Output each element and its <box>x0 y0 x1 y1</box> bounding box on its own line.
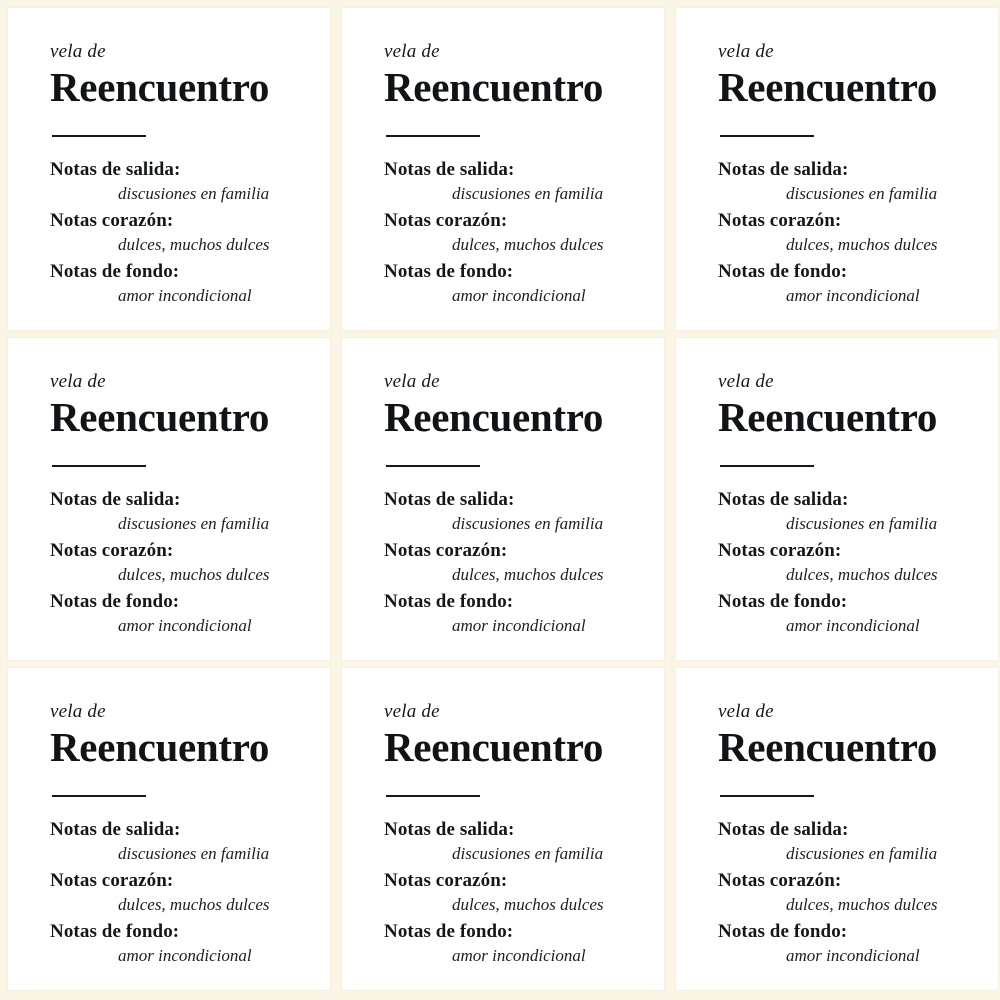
note-label: Notas de fondo: <box>50 591 180 613</box>
note-label: Notas de fondo: <box>718 261 848 283</box>
note-value: amor incondicional <box>786 946 920 966</box>
label-title: Reencuentro <box>50 723 270 770</box>
note-label: Notas de salida: <box>50 159 181 181</box>
note-value: amor incondicional <box>118 946 252 966</box>
note-value: discusiones en familia <box>452 183 604 203</box>
note-value: dulces, muchos dulces <box>786 565 938 584</box>
label-eyebrow: vela de <box>384 701 440 722</box>
label-title: Reencuentro <box>384 393 604 440</box>
notes-list <box>384 819 634 966</box>
note-group <box>50 819 300 864</box>
note-value: amor incondicional <box>452 946 586 966</box>
label-eyebrow: vela de <box>384 41 440 62</box>
note-label: Notas corazón: <box>384 870 508 892</box>
note-value: dulces, muchos dulces <box>118 895 270 914</box>
note-value: dulces, muchos dulces <box>452 895 604 914</box>
note-label: Notas corazón: <box>50 870 174 892</box>
note-label: Notas corazón: <box>718 540 842 562</box>
note-label: Notas de fondo: <box>50 261 180 283</box>
note-label: Notas de fondo: <box>384 591 514 613</box>
note-value: discusiones en familia <box>786 513 938 533</box>
note-group <box>384 261 634 306</box>
label-card <box>342 338 664 660</box>
note-group <box>384 489 634 534</box>
label-title: Reencuentro <box>384 63 604 110</box>
label-title: Reencuentro <box>50 63 270 110</box>
label-card <box>8 338 330 660</box>
note-label: Notas de salida: <box>50 819 181 841</box>
label-eyebrow: vela de <box>50 701 106 722</box>
note-label: Notas de fondo: <box>50 921 180 943</box>
note-group <box>718 159 968 204</box>
label-title: Reencuentro <box>50 393 270 440</box>
note-label: Notas de salida: <box>718 489 849 511</box>
notes-list <box>384 489 634 636</box>
note-label: Notas de salida: <box>384 489 515 511</box>
notes-list <box>50 819 300 966</box>
note-group <box>718 489 968 534</box>
note-label: Notas de salida: <box>384 159 515 181</box>
note-group <box>50 261 300 306</box>
note-group <box>384 591 634 636</box>
note-label: Notas corazón: <box>50 540 174 562</box>
label-card <box>342 8 664 330</box>
note-group <box>384 819 634 864</box>
note-value: amor incondicional <box>452 616 586 636</box>
note-value: amor incondicional <box>118 616 252 636</box>
label-eyebrow: vela de <box>718 701 774 722</box>
label-eyebrow: vela de <box>718 41 774 62</box>
notes-list <box>50 489 300 636</box>
note-group <box>718 819 968 864</box>
note-label: Notas corazón: <box>384 540 508 562</box>
note-group <box>384 921 634 966</box>
notes-list <box>50 159 300 306</box>
note-group <box>50 921 300 966</box>
note-value: discusiones en familia <box>118 183 270 203</box>
label-eyebrow: vela de <box>718 371 774 392</box>
note-group <box>718 591 968 636</box>
label-card <box>8 668 330 990</box>
note-group <box>50 489 300 534</box>
note-value: dulces, muchos dulces <box>786 895 938 914</box>
note-value: dulces, muchos dulces <box>786 235 938 254</box>
note-value: discusiones en familia <box>786 183 938 203</box>
note-value: discusiones en familia <box>118 513 270 533</box>
note-label: Notas de salida: <box>384 819 515 841</box>
notes-list <box>718 159 968 306</box>
label-title: Reencuentro <box>718 723 938 770</box>
label-title: Reencuentro <box>718 393 938 440</box>
note-label: Notas de salida: <box>718 819 849 841</box>
note-value: amor incondicional <box>452 286 586 306</box>
note-value: dulces, muchos dulces <box>452 565 604 584</box>
label-card <box>676 338 998 660</box>
divider-rule <box>720 465 814 467</box>
label-eyebrow: vela de <box>384 371 440 392</box>
note-label: Notas de fondo: <box>384 921 514 943</box>
note-group <box>718 870 968 915</box>
note-value: amor incondicional <box>118 286 252 306</box>
label-card <box>676 8 998 330</box>
note-group <box>384 540 634 585</box>
divider-rule <box>52 465 146 467</box>
note-group <box>50 159 300 204</box>
note-value: amor incondicional <box>786 616 920 636</box>
note-label: Notas corazón: <box>50 210 174 232</box>
note-group <box>718 540 968 585</box>
note-label: Notas de fondo: <box>718 921 848 943</box>
divider-rule <box>386 795 480 797</box>
note-value: discusiones en familia <box>786 843 938 863</box>
divider-rule <box>386 135 480 137</box>
note-group <box>50 591 300 636</box>
note-group <box>50 210 300 255</box>
notes-list <box>718 489 968 636</box>
divider-rule <box>52 795 146 797</box>
note-label: Notas de salida: <box>718 159 849 181</box>
note-value: dulces, muchos dulces <box>118 235 270 254</box>
note-label: Notas corazón: <box>718 210 842 232</box>
divider-rule <box>386 465 480 467</box>
label-eyebrow: vela de <box>50 371 106 392</box>
note-value: discusiones en familia <box>452 513 604 533</box>
note-group <box>718 261 968 306</box>
note-value: amor incondicional <box>786 286 920 306</box>
label-eyebrow: vela de <box>50 41 106 62</box>
label-card <box>8 8 330 330</box>
note-group <box>50 870 300 915</box>
note-group <box>384 210 634 255</box>
note-group <box>384 159 634 204</box>
label-card <box>676 668 998 990</box>
note-label: Notas de fondo: <box>718 591 848 613</box>
notes-list <box>718 819 968 966</box>
divider-rule <box>720 795 814 797</box>
label-title: Reencuentro <box>718 63 938 110</box>
label-title: Reencuentro <box>384 723 604 770</box>
note-label: Notas corazón: <box>384 210 508 232</box>
note-group <box>718 921 968 966</box>
divider-rule <box>52 135 146 137</box>
note-value: dulces, muchos dulces <box>452 235 604 254</box>
note-label: Notas corazón: <box>718 870 842 892</box>
note-value: dulces, muchos dulces <box>118 565 270 584</box>
notes-list <box>384 159 634 306</box>
divider-rule <box>720 135 814 137</box>
note-label: Notas de salida: <box>50 489 181 511</box>
note-label: Notas de fondo: <box>384 261 514 283</box>
label-card <box>342 668 664 990</box>
note-group <box>50 540 300 585</box>
note-group <box>718 210 968 255</box>
note-value: discusiones en familia <box>452 843 604 863</box>
note-value: discusiones en familia <box>118 843 270 863</box>
note-group <box>384 870 634 915</box>
